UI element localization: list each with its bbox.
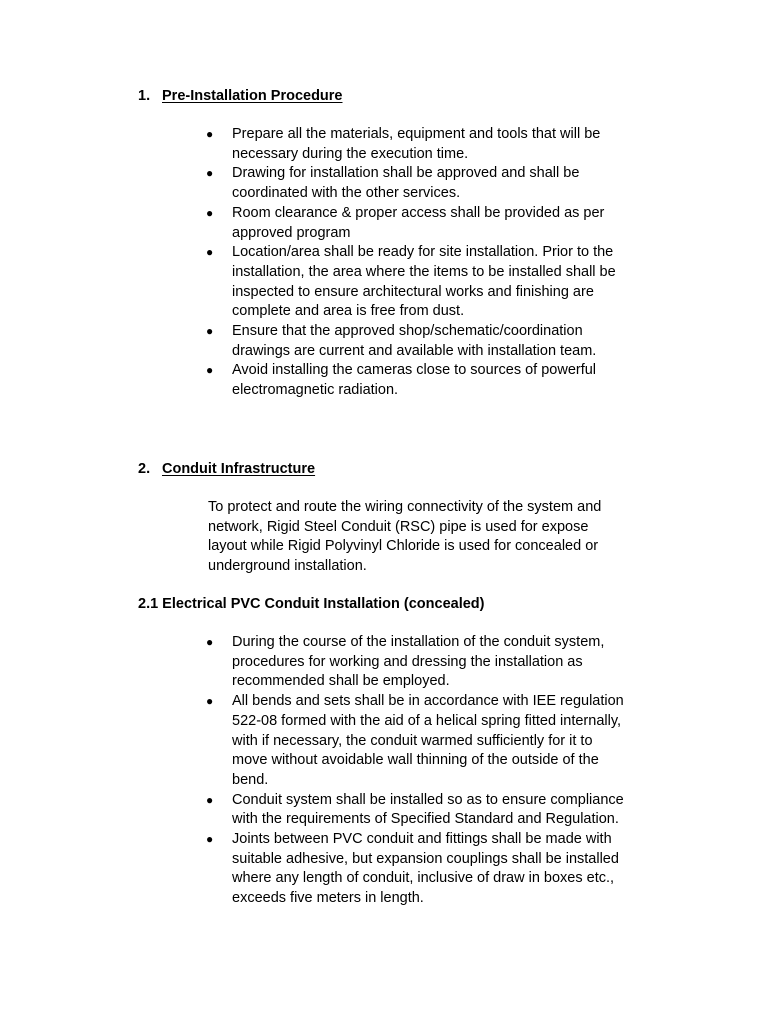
list-item-line: electromagnetic radiation. (232, 382, 399, 399)
paragraph-line: network, Rigid Steel Conduit (RSC) pipe is used for expose (208, 518, 589, 535)
bullet-icon: ● (206, 363, 214, 378)
section-2-1-title: 2.1 Electrical PVC Conduit Installation (concealed) (138, 596, 485, 612)
paragraph-line: underground installation. (208, 558, 367, 575)
bullet-icon: ● (206, 127, 214, 141)
section-2-1-heading (138, 595, 484, 615)
bullet-icon: ● (206, 694, 214, 709)
section-1-bullet-list (206, 125, 662, 401)
list-item-line: 522-08 formed with the aid of a helical spring fitted internally, (232, 712, 622, 729)
list-item (206, 204, 662, 243)
list-item-line: Location/area shall be ready for site installation. Prior to the (232, 244, 614, 261)
list-item (206, 125, 662, 164)
list-item-line: All bends and sets shall be in accordance with IEE regulation (232, 693, 624, 710)
list-item-line: complete and area is free from dust. (232, 303, 465, 320)
list-item-line: where any length of conduit, inclusive of draw in boxes etc., (232, 870, 615, 887)
list-item-line: exceeds five meters in length. (232, 890, 424, 907)
list-item-line: move without avoidable wall thinning of the outside of the (232, 752, 599, 769)
list-item (206, 633, 662, 692)
list-item-line: drawings are current and available with installation team. (232, 342, 597, 359)
list-item (206, 791, 662, 830)
list-item-line: bend. (232, 771, 269, 788)
list-item-line: During the course of the installation of the conduit system, (232, 634, 605, 650)
list-item-line: suitable adhesive, but expansion couplings shall be installed (232, 850, 619, 867)
list-item (206, 830, 662, 909)
list-item-line: procedures for working and dressing the installation as (232, 653, 583, 670)
bullet-icon: ● (206, 832, 214, 847)
list-item (206, 243, 662, 322)
list-item-line: recommended shall be employed. (232, 673, 450, 690)
section-2-number: 2. (138, 461, 151, 477)
paragraph-line: To protect and route the wiring connectivity of the system and (208, 499, 602, 515)
list-item-line: inspected to ensure architectural works and finishing are (232, 283, 594, 300)
list-item-line: approved program (232, 224, 351, 241)
section-1-number: 1. (138, 88, 151, 104)
list-item-line: installation, the area where the items to be installed shall be (232, 263, 616, 280)
list-item (206, 164, 662, 203)
section-1-title: Pre-Installation Procedure (162, 88, 343, 104)
section-2-1-bullet-list (206, 633, 662, 909)
section-2-title: Conduit Infrastructure (162, 461, 316, 477)
bullet-icon: ● (206, 245, 214, 260)
list-item-line: necessary during the execution time. (232, 145, 469, 162)
list-item-line: coordinated with the other services. (232, 185, 461, 202)
bullet-icon: ● (206, 166, 214, 181)
list-item-line: Room clearance & proper access shall be provided as per (232, 204, 605, 221)
bullet-icon: ● (206, 792, 214, 807)
section-2-paragraph (208, 498, 601, 577)
bullet-icon: ● (206, 324, 214, 339)
list-item-line: with the requirements of Specified Standard and Regulation. (232, 811, 619, 828)
list-item (206, 361, 662, 400)
list-item-line: with if necessary, the conduit warmed sufficiently for it to (232, 732, 593, 749)
list-item-line: Conduit system shall be installed so as to ensure compliance (232, 791, 624, 808)
section-2-heading (138, 460, 315, 480)
paragraph-line: layout while Rigid Polyvinyl Chloride is used for concealed or (208, 538, 599, 555)
list-item-line: Drawing for installation shall be approved and shall be (232, 165, 580, 182)
list-item (206, 322, 662, 361)
list-item-line: Ensure that the approved shop/schematic/coordination (232, 323, 583, 340)
list-item (206, 692, 662, 791)
bullet-icon: ● (206, 635, 214, 649)
list-item-line: Avoid installing the cameras close to sources of powerful (232, 362, 597, 379)
list-item-line: Prepare all the materials, equipment and tools that will be (232, 126, 601, 142)
bullet-icon: ● (206, 205, 214, 220)
section-1-heading (138, 87, 343, 107)
list-item-line: Joints between PVC conduit and fittings shall be made with (232, 831, 612, 848)
